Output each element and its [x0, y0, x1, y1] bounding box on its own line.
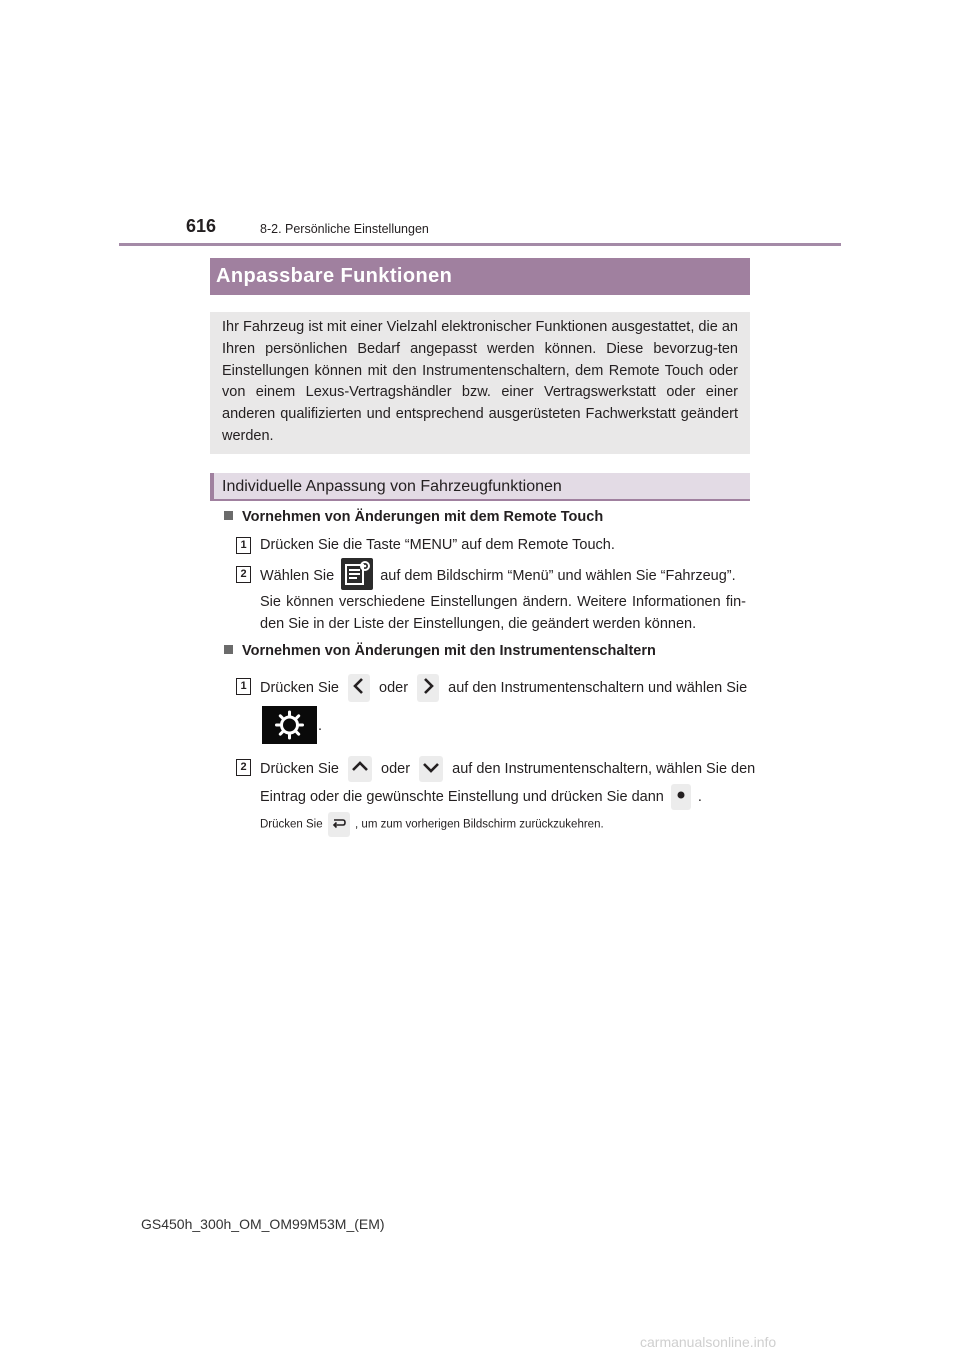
instrument-heading-text: Vornehmen von Änderungen mit den Instrumentenschaltern [242, 643, 656, 659]
step-number: 2 [236, 566, 251, 583]
step-text: . [697, 789, 702, 805]
instrument-heading [224, 643, 656, 659]
square-bullet-icon [224, 511, 233, 520]
step-text: auf den Instrumentenschaltern und wählen Sie [448, 680, 748, 696]
remote-note: Sie können verschiedene Einstellungen ändern. Weitere Informationen fin-den Sie in der Liste der Einstellungen, die geändert werden können. [260, 594, 746, 632]
instrument-step-2 [260, 756, 755, 782]
remote-step-2 [260, 558, 736, 594]
square-bullet-icon [224, 645, 233, 654]
step-text: oder [379, 680, 409, 696]
back-arrow-icon [328, 812, 350, 837]
watermark: carmanualsonline.info [640, 1334, 777, 1350]
step-text: auf dem Bildschirm “Menü” und wählen Sie “Fahrzeug”. [380, 568, 736, 584]
document-code: GS450h_300h_OM_OM99M53M_(EM) [141, 1216, 385, 1232]
step-number: 1 [236, 678, 251, 695]
page-number: 616 [186, 216, 217, 236]
remote-step-1: Drücken Sie die Taste “MENU” auf dem Remote Touch. [260, 537, 615, 553]
instrument-step-2-line-2 [260, 784, 702, 810]
remote-touch-heading-text: Vornehmen von Änderungen mit dem Remote Touch [242, 509, 604, 525]
chevron-left-icon [348, 674, 370, 702]
step-text: auf den Instrumentenschaltern, wählen Sie den [452, 761, 756, 777]
step-text: Drücken Sie [260, 761, 339, 777]
section-reference: 8-2. Persönliche Einstellungen [260, 222, 429, 236]
chevron-down-icon [419, 756, 443, 782]
vehicle-settings-icon [341, 558, 373, 594]
subsection-heading: Individuelle Anpassung von Fahrzeugfunktionen [210, 473, 750, 501]
intro-text: Ihr Fahrzeug ist mit einer Vielzahl elektronischer Funktionen ausgestattet, die an Ihren persönlichen Bedarf angepasst werden können. Diese bevorzug-ten Einstellungen können mit den Instrumentenschaltern, dem Remote Touch oder von einem Lexus-Vertragshändler bzw. einer Vertragswerkstatt oder einer anderen qualifizierten und entsprechend ausgerüsteten Fachwerkstatt geändert werden. [222, 319, 738, 444]
enter-dot-icon [671, 784, 691, 810]
remote-touch-heading [224, 509, 603, 525]
step-number: 2 [236, 759, 251, 776]
step-number: 1 [236, 537, 251, 554]
gear-icon [262, 706, 317, 749]
chevron-right-icon [417, 674, 439, 702]
header-divider [119, 243, 841, 246]
back-note [260, 812, 604, 837]
intro-box [210, 312, 750, 454]
step-text: Drücken Sie [260, 680, 339, 696]
step-text: Wählen Sie [260, 568, 335, 584]
step-text: Eintrag oder die gewünschte Einstellung und drücken Sie dann [260, 789, 664, 805]
step-text: , um zum vorherigen Bildschirm zurückzukehren. [355, 818, 604, 831]
step-end-period: . [318, 718, 323, 734]
step-text: Drücken Sie [260, 818, 323, 831]
instrument-step-1 [260, 674, 747, 702]
chevron-up-icon [348, 756, 372, 782]
page-title: Anpassbare Funktionen [210, 258, 750, 295]
step-text: oder [381, 761, 411, 777]
